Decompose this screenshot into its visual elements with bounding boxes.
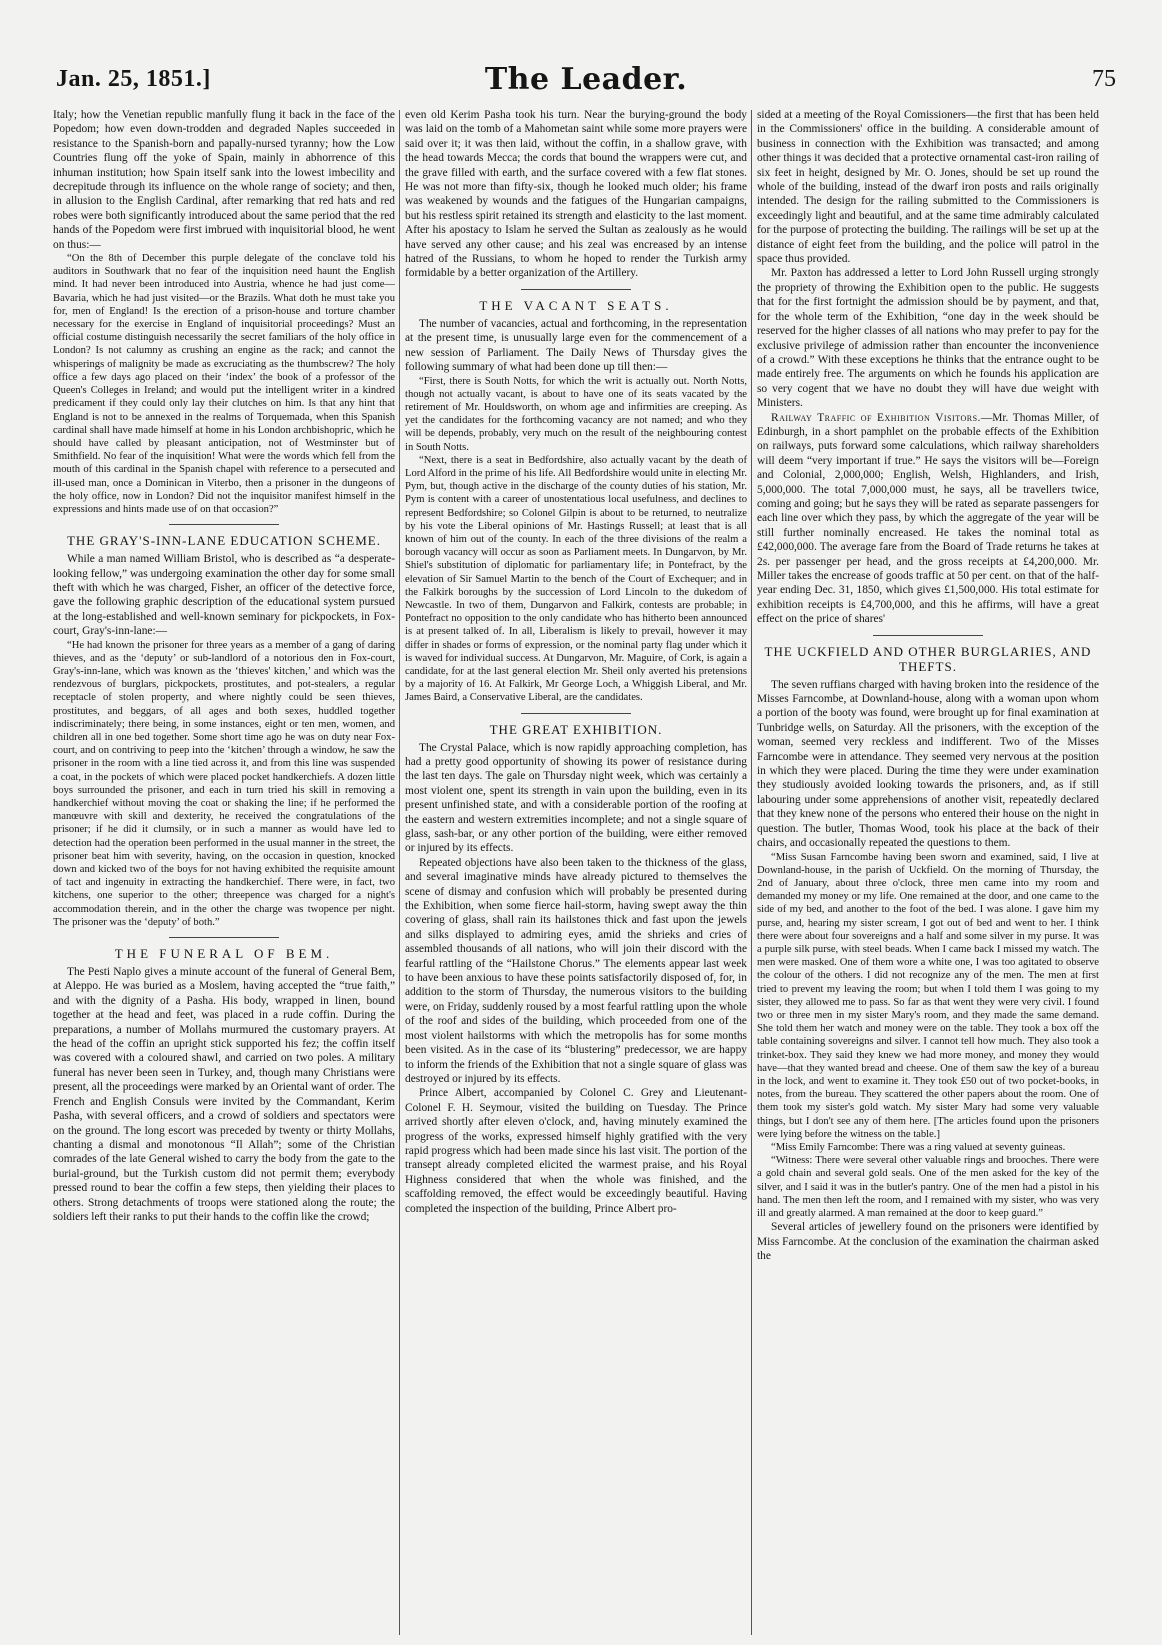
quotation: “First, there is South Notts, for which the writ is actually out. North Notts, though not actually vacant, is about to have one of its seats vacated by the retirement of Mr. Houldsworth, on whom age and infirmities are creeping. As yet the candidates for the forthcoming vacancy are not named; and who they will be depends, probably, very much on the result of the neighbouring contest in South Notts. [405, 375, 747, 453]
column-rule [751, 110, 752, 1635]
section-divider [169, 937, 279, 938]
paragraph: The Crystal Palace, which is now rapidly approaching completion, has had a pretty good opportunity of showing its power of resistance during the last ten days. The gale on Thursday night week, which was certainly a most violent one, spent its strength in vain upon the building, even in its present unfinished state, and with a considerable portion of the roofing at the eastern and western extremities incomplete; and not a single square of glass, sash-bar, or any other portion of the building, were either removed or injured by its effects. [405, 741, 747, 855]
paragraph: The Pesti Naplo gives a minute account of the funeral of General Bem, at Aleppo. He was buried as a Moslem, having accepted the “true faith,” and with the dignity of a Pasha. His body, wrapped in linen, bound together at the head and feet, was placed in a rude coffin. During the preparations, a number of Mollahs murmured the customary prayers. At the head of the coffin an upright stick supported his fez; the coffin itself was covered with a coloured shawl, and carried on two poles. A military funeral has never been seen in Turkey, and, though many Christians were present, all the proceedings were marked by an Oriental want of order. The French and English Consuls were invited by the Commandant, Kerim Pasha, with several officers, and a crowd of soldiers and spectators were on the ground. The long escort was preceded by twenty or thirty Mollahs, chanting a dismal and monotonous “Il Allah”; some of the Christian comrades of the late General wished to carry the body from the gate to the burial-ground, but the Turkish custom did not permit them; everybody pressed round to bear the coffin a few steps, then yielding their places to others. Strong detachments of troops were stationed along the route; the soldiers left their ranks to put their hands to the coffin like the crowd; [53, 966, 395, 1223]
paragraph: Italy; how the Venetian republic manfully flung it back in the face of the Popedom; how even down-trodden and degraded Naples succeeded in resistance to the Spanish-born and papally-nursed tyranny; how the Low Countries flung off the yoke of Spain, mainly in abhorrence of this inhuman institution; how Spain itself sank into the lowest imbecility and decrepitude through its influence on the whole range of society; and then, in allusion to the English Cardinal, after remarking that red hats and red robes were both significantly introduced about the same period that the red hands of the Popedom were first imbrued with inquisitorial blood, he went on thus:— [53, 109, 395, 251]
paragraph: The number of vacancies, actual and forthcoming, in the representation at the present time, is unusually large even for the commencement of a new session of Parliament. The Daily News of Thursday gives the following summary of what had been done up till then:— [405, 317, 747, 374]
section-divider [873, 635, 983, 636]
column-3 [757, 108, 1099, 1640]
paragraph: Several articles of jewellery found on the prisoners were identified by Miss Farncombe. At the conclusion of the examination the chairman asked the [757, 1221, 1099, 1262]
section-heading: THE GRAY'S-INN-LANE EDUCATION SCHEME. [66, 533, 382, 549]
section-heading: THE VACANT SEATS. [479, 297, 673, 313]
quotation: “Next, there is a seat in Bedfordshire, also actually vacant by the death of Lord Alford in the prime of his life. All Bedfordshire would unite in electing Mr. Pym, but, though active in the discharge of the county duties of his station, Mr. Pym is content with a career of unostentatious local usefulness, and declines to represent Bedfordshire; so Colonel Gilpin is about to be returned, to neutralize by his vote the Liberal opinions of Mr. Hastings Russell; at least that is all known of him out of the county. In each of the three divisions of the realm a borough vacancy will occur as soon as Parliament meets. In Dungarvon, by Mr. Shiel's substitution of diplomatic for parliamentary life; in Pontefract, by the elevation of Sir Samuel Martin to the bench of the Court of Exchequer; and in the Falkirk boroughs by the succession of Lord Lincoln to the dukedom of Newcastle. In two of them, Dungarvon and Falkirk, contests are probable; in Pontefract no opposition to the only candidate who has hitherto been announced is at present talked of. In all, Liberalism is likely to prevail, however it may differ in shades or forms of expression, or the nominal party flag under which it is waved for individual success. At Dungarvon, Mr. Maguire, of Cork, is again a candidate, for at the last general election Mr. Sheil only averted his pretensions by a majority of 16. At Falkirk, Mr George Loch, a Whiggish Liberal, and Mr. James Baird, a Conservative Liberal, are the candidates. [405, 454, 747, 704]
quotation: “On the 8th of December this purple delegate of the conclave told his auditors in Southwark that no fear of the inquisition need haunt the English mind. It had never been introduced into Austria, whence he had just come—Bavaria, which he had just visited—or the Brazils. What doth he must take you for, men of England! Is the erection of a prison-house and torture chamber necessary for the exercise in England of inquisitorial proceedings? Must an official costume distinguish necessarily the secret familiars of the holy office in London? Is not calumny as crushing an engine as the rack; and cannot the whisperings of malignity be made as excruciating as the thumbscrew? The holy office a few days ago placed on their ‘index’ the book of a professor of the Queen's Colleges in Ireland; and would put the intelligent writer in a kindred predicament if they could only lay their clutches on him. Is that any hint that England is not to be annexed in the realms of Torquemada, when this Spanish cardinal shall have made himself at home in his London archbishopric, which he should have called by pleasant anticipation, not of Westminster but of Smithfield. No fear of the inquisition! What were the words which fell from the mouth of this cardinal in the Spanish chapel with reference to a persecuted and ill-used man, once a Dominican in Viterbo, then a prisoner in the dungeons of the holy office, now in London? Did not the inquisitor manifest himself in the expressions and hints made use of on that occasion?” [53, 253, 395, 515]
column-rule [399, 110, 400, 1635]
masthead [56, 62, 1116, 106]
paragraph: Mr. Paxton has addressed a letter to Lord John Russell urging strongly the propriety of throwing the Exhibition open to the public. He suggests that for the first fortnight the admission should be by payment, and that, for the whole term of the Exhibition, “one day in the week should be reserved for the higher classes of all nations who may prefer to pay for the exclusive privilege of admission rather than encounter the inconvenience of a crowd.” With these exceptions he thinks that the entrance ought to be made entirely free. The arguments on which he founds his application are so very cogent that we have no doubt they will have due weight with Ministers. [757, 267, 1099, 410]
paragraph: While a man named William Bristol, who is described as “a desperate-looking fellow,” was undergoing examination the other day for some small theft with which he was charged, Fisher, an officer of the detective force, gave the following graphic description of the educational system pursued at the long-established and well-known seminary for pickpockets, in Fox-court, Gray's-inn-lane:— [53, 553, 395, 638]
paragraph-lead: Railway Traffic of Exhibition Visitors. [771, 411, 981, 424]
section-heading: THE GREAT EXHIBITION. [489, 721, 663, 737]
column-1 [53, 108, 395, 1640]
paragraph: sided at a meeting of the Royal Comissioners—the first that has been held in the Commissioners' office in the building. A considerable amount of business in connection with the Exhibition was transacted; and among other things it was decided that a protective ornamental cast-iron railing of six feet in height, designed by Mr. O. Jones, should be set up round the whole of the building, instead of the dwarf iron posts and rails originally intended. The design for the railing submitted to the Commissioners is exceedingly light and beautiful, and at the same time admirably calculated for the purpose of protecting the building. The railings will be set up at the distance of eight feet from the building, and the police will patrol in the space thus provided. [757, 109, 1099, 266]
quotation: “He had known the prisoner for three years as a member of a gang of daring thieves, and as the ‘deputy’ or sub-landlord of a notorious den in Fox-court, Gray's-inn-lane, which was known as the ‘thieves' kitchen,’ and which was the rendezvous of burglars, pickpockets, prostitutes, and pot-stealers, a regular receptacle of stolen property, and where nightly could be seen thieves, prostitutes, and beggars, of all ages and both sexes, huddled together indiscriminately; there being, in some instances, eight or ten men, women, and children all in one bed together. Some short time ago he was on duty near Fox-court, and on contriving to peep into the ‘kitchen’ through a window, he saw the prisoner in the room with a line tied across it, and from this line was suspended a coat, in the pockets of which were placed pocket handkerchiefs. A dozen little boys surrounded the prisoner, and each in turn tried his skill in removing a handkerchief without moving the coat or shaking the line; if he performed the manœuvre with skill and dexterity, he received the congratulations of the prisoner; if he did it clumsily, or in such a manner as would have led to detection had the operation been performed in the usual manner in the street, the prisoner beat him with severity, having, on the occasion in question, knocked down and kicked two of the boys for not having exhibited the requisite amount of tact and ingenuity in extracting the handkerchief. There were, in fact, two kitchens, one superior to the other; threepence was charged for a night's accommodation therein, and in the other the charge was twopence per night. The prisoner was the ‘deputy’ of both.” [53, 639, 395, 928]
newspaper-title: The Leader. [484, 62, 688, 97]
section-divider [521, 713, 631, 714]
quotation: “Miss Emily Farncombe: There was a ring valued at seventy guineas. [771, 1141, 1066, 1153]
section-heading: THE FUNERAL OF BEM. [114, 946, 334, 962]
column-2 [405, 108, 747, 1640]
paragraph [757, 411, 1099, 627]
paragraph: Repeated objections have also been taken to the thickness of the glass, and several imaginative minds have already pictured to themselves the scene of dismay and confusion which will probably be presented during the Exhibition, when some fierce hail-storm, having swept away the thin covering of glass, shall rain its hailstones thick and fast upon the jewels and silks displayed to admiring eyes, amid the shrieks and cries of assembled thousands of all nations, who will join their discord with the fearful rattling of the “Hailstone Chorus.” The elements appear last week to have been anxious to have these points satisfactorily disposed of, for, in addition to the storm of Thursday, the numerous visitors to the building were, on Friday, suddenly roused by a most fearful rattling upon the whole of the roof and sides of the building, which proceeded from one of the most violent hailstorms with which the metropolis has for some months been visited. As in the case of its “blustering” predecessor, we are happy to inform the friends of the Exhibition that not a single square of glass was destroyed or injured by its effects. [405, 856, 747, 1085]
quotation: “Witness: There were several other valuable rings and brooches. There were a gold chain and several gold seals. One of the men asked for the key of the silver, and I said it was in the butler's pantry. One of the men had a pistol in his hand. The men then left the room, and I remained with my sister, who was very ill and greatly alarmed. A man remained at the door to keep guard.” [757, 1155, 1099, 1219]
page-number: 75 [1092, 66, 1116, 92]
quotation: “Miss Susan Farncombe having been sworn and examined, said, I live at Downland-house, in the parish of Uckfield. On the morning of Thursday, the 2nd of January, about three o'clock, three men came into my room and demanded my money or my life. One remained at the door, and one came to the side of my bed, and another to the foot of the bed. I was alone. I gave him my purse, and, hearing my sister scream, I got out of bed and went to her. I think there were about four sovereigns and a half and some silver in my purse. It was a purple silk purse, with steel beads. When I came back I missed my watch. The men were masked. One of them wore a white one, I was too agitated to observe the colour of the others. I did not recognize any of the men. The men at first tried to prevent my leaving the room; but when I told them I was going to my sister, they allowed me to pass. So far as that went they were very civil. I found two or three men in my sister Mary's room, and they made the same demand. She told them her watch and money were on the table. They took a box off the table containing sovereigns and silver. I cannot tell how much. They also took a trinket-box. They said they knew we had more money, and money they would have—that they wanted bread and cheese. One of them saw the key of a bureau in the lock, and went to examine it. They took £50 out of two pocket-books, in notes, from the bureau. They scattered the other papers about the room. One of them took my sister's gold watch. My sister Mary had some very valuable things, but I don't see any of them here. [The articles found upon the prisoners were lying before the witness on the table.] [757, 851, 1099, 1140]
paragraph: even old Kerim Pasha took his turn. Near the burying-ground the body was laid on the tomb of a Mahometan saint while some more prayers were said over it; it was then laid, without the coffin, in a shallow grave, with the head towards Mecca; the cords that bound the wrappers were cut, and the grave filled with earth, and the surface covered with a few flat stones. He was not more than fifty-six, though he looked much older; his frame was weakened by wounds and the fatigues of the Hungarian campaigns, but his restless spirit retained its strength and elasticity to the last moment. After his apostacy to Islam he served the Sultan as zealously as he would have served any other cause; and his zeal was encreased by an intense hatred of the Russians, to whom he hoped to render the Turkish army formidable by a better organization of the Artillery. [405, 109, 747, 280]
paragraph: Prince Albert, accompanied by Colonel C. Grey and Lieutenant-Colonel F. H. Seymour, visited the building on Tuesday. The Prince arrived shortly after eleven o'clock, and, having minutely examined the progress of the works, expressed himself highly gratified with the very rapid progress which had been made since his last visit. The portion of the transept already completed elicited the warmest praise, and his Royal Highness considered that when the whole was finished, and the scaffolding removed, the effect would be exceedingly beautiful. Having completed the inspection of the building, Prince Albert pro- [405, 1087, 747, 1215]
paragraph: The seven ruffians charged with having broken into the residence of the Misses Farncombe, at Downland-house, along with a woman upon whom a portion of the booty was found, were brought up for final examination at Tunbridge wells, on Saturday. All the prisoners, with the exception of the woman, seemed very reckless and indifferent. Two of the Misses Farncombe were in attendance. They seemed very nervous at the position in which they were placed. During the time they were under examination they studiously avoided looking towards the prisoners, and, as if still labouring under some apprehensions of another visit, repeatedly declared that they knew none of the persons who entered their house on the night in question. The butler, Thomas Wood, took his place at the back of their chairs, and occasionally repeated the questions to them. [757, 678, 1099, 850]
issue-date: Jan. 25, 1851.] [56, 66, 211, 92]
paragraph-body: —Mr. Thomas Miller, of Edinburgh, in a short pamphlet on the probable effects of the Exhibition on railways, puts forward some calculations, which railway shareholders will deem “very important if true.” He says the visitors will be—Foreign and Colonial, 2,000,000; English, Welsh, Highlanders, and Irish, 5,000,000. The total 7,000,000 must, he says, all be travellers twice, coming and going; but he says they will be rated as separate passengers for each line over which they pass, by which the aggregate of the year will be still further nominally encreased. He takes the nominal total as £42,000,000. The average fare from the Board of Trade returns he takes at 2s. per passenger per head, and the gross receipts at £4,200,000. Mr. Miller takes the encrease of goods traffic at 50 per cent. on that of the half-year ending Dec. 31, 1850, which gives £1,500,000. His total estimate for exhibition receipts is £4,700,000, and this he affirms, will have a great effect on the price of shares' [757, 411, 1099, 626]
section-divider [169, 524, 279, 525]
section-divider [521, 289, 631, 290]
section-heading: THE UCKFIELD AND OTHER BURGLARIES, AND THEFTS. [764, 643, 1092, 674]
